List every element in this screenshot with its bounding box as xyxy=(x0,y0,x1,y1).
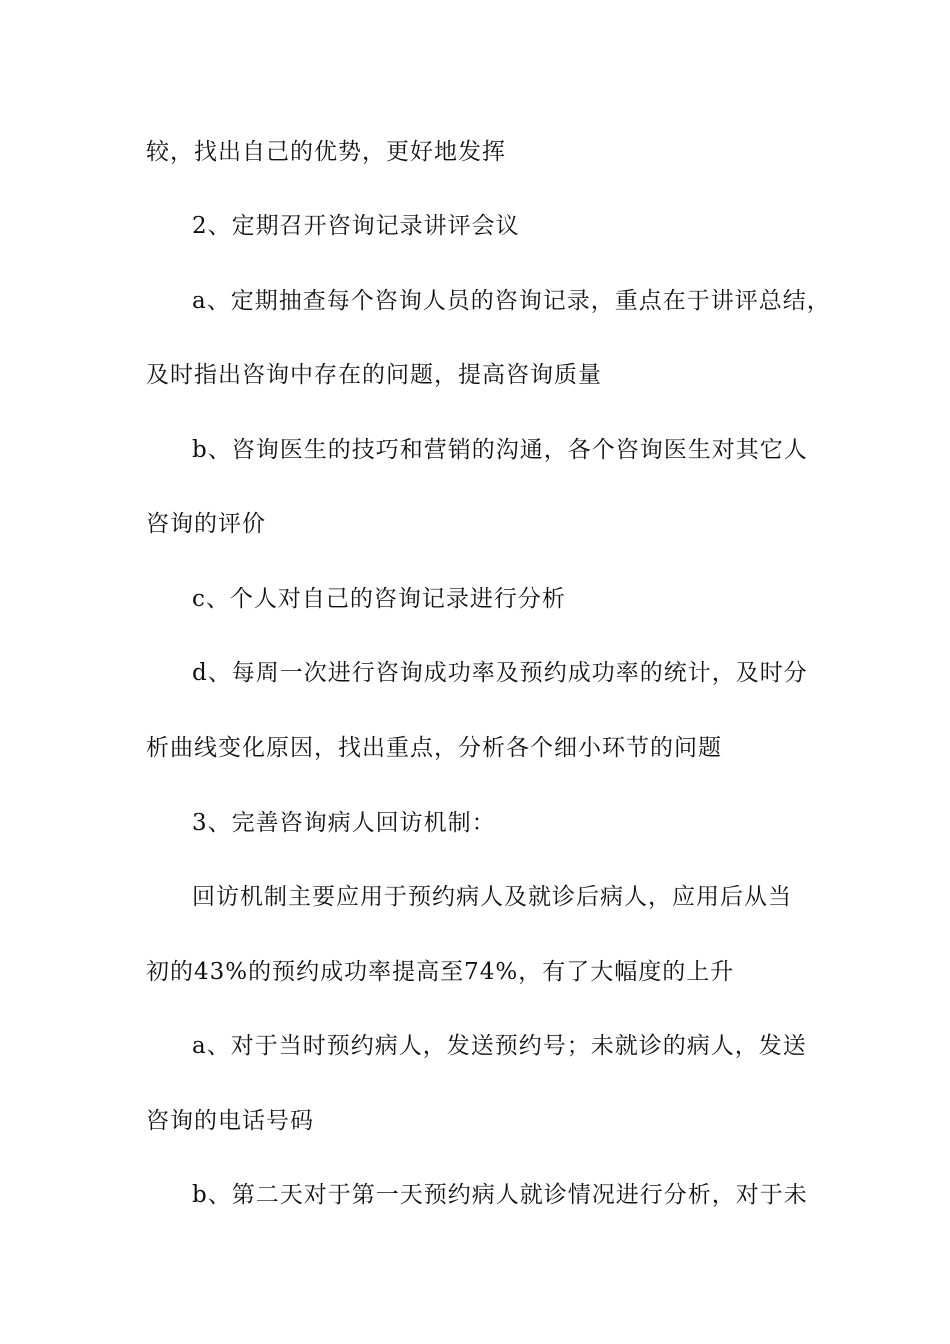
list-item-c: c、个人对自己的咨询记录进行分析 xyxy=(192,586,566,612)
paragraph-line: 回访机制主要应用于预约病人及就诊后病人，应用后从当 xyxy=(192,884,792,910)
list-item-d-continuation: 析曲线变化原因，找出重点，分析各个细小环节的问题 xyxy=(146,735,722,761)
list-item-a-continuation: 及时指出咨询中存在的问题，提高咨询质量 xyxy=(146,362,602,388)
list-item-b-continuation: 咨询的评价 xyxy=(146,511,266,537)
list-item-b-2: b、第二天对于第一天预约病人就诊情况进行分析，对于未 xyxy=(192,1182,808,1208)
paragraph-continuation: 初的43%的预约成功率提高至74%，有了大幅度的上升 xyxy=(146,959,735,985)
section-heading-3: 3、完善咨询病人回访机制： xyxy=(192,810,496,836)
list-item-a-2: a、对于当时预约病人，发送预约号；未就诊的病人，发送 xyxy=(192,1033,807,1059)
list-item-b: b、咨询医生的技巧和营销的沟通，各个咨询医生对其它人 xyxy=(192,437,808,463)
section-heading-2: 2、定期召开咨询记录讲评会议 xyxy=(192,213,520,239)
text-line-continuation: 较，找出自己的优势，更好地发挥 xyxy=(146,139,506,165)
list-item-d: d、每周一次进行咨询成功率及预约成功率的统计，及时分 xyxy=(192,660,808,686)
list-item-a: a、定期抽查每个咨询人员的咨询记录，重点在于讲评总结， xyxy=(192,288,831,314)
list-item-a-2-continuation: 咨询的电话号码 xyxy=(146,1108,314,1134)
